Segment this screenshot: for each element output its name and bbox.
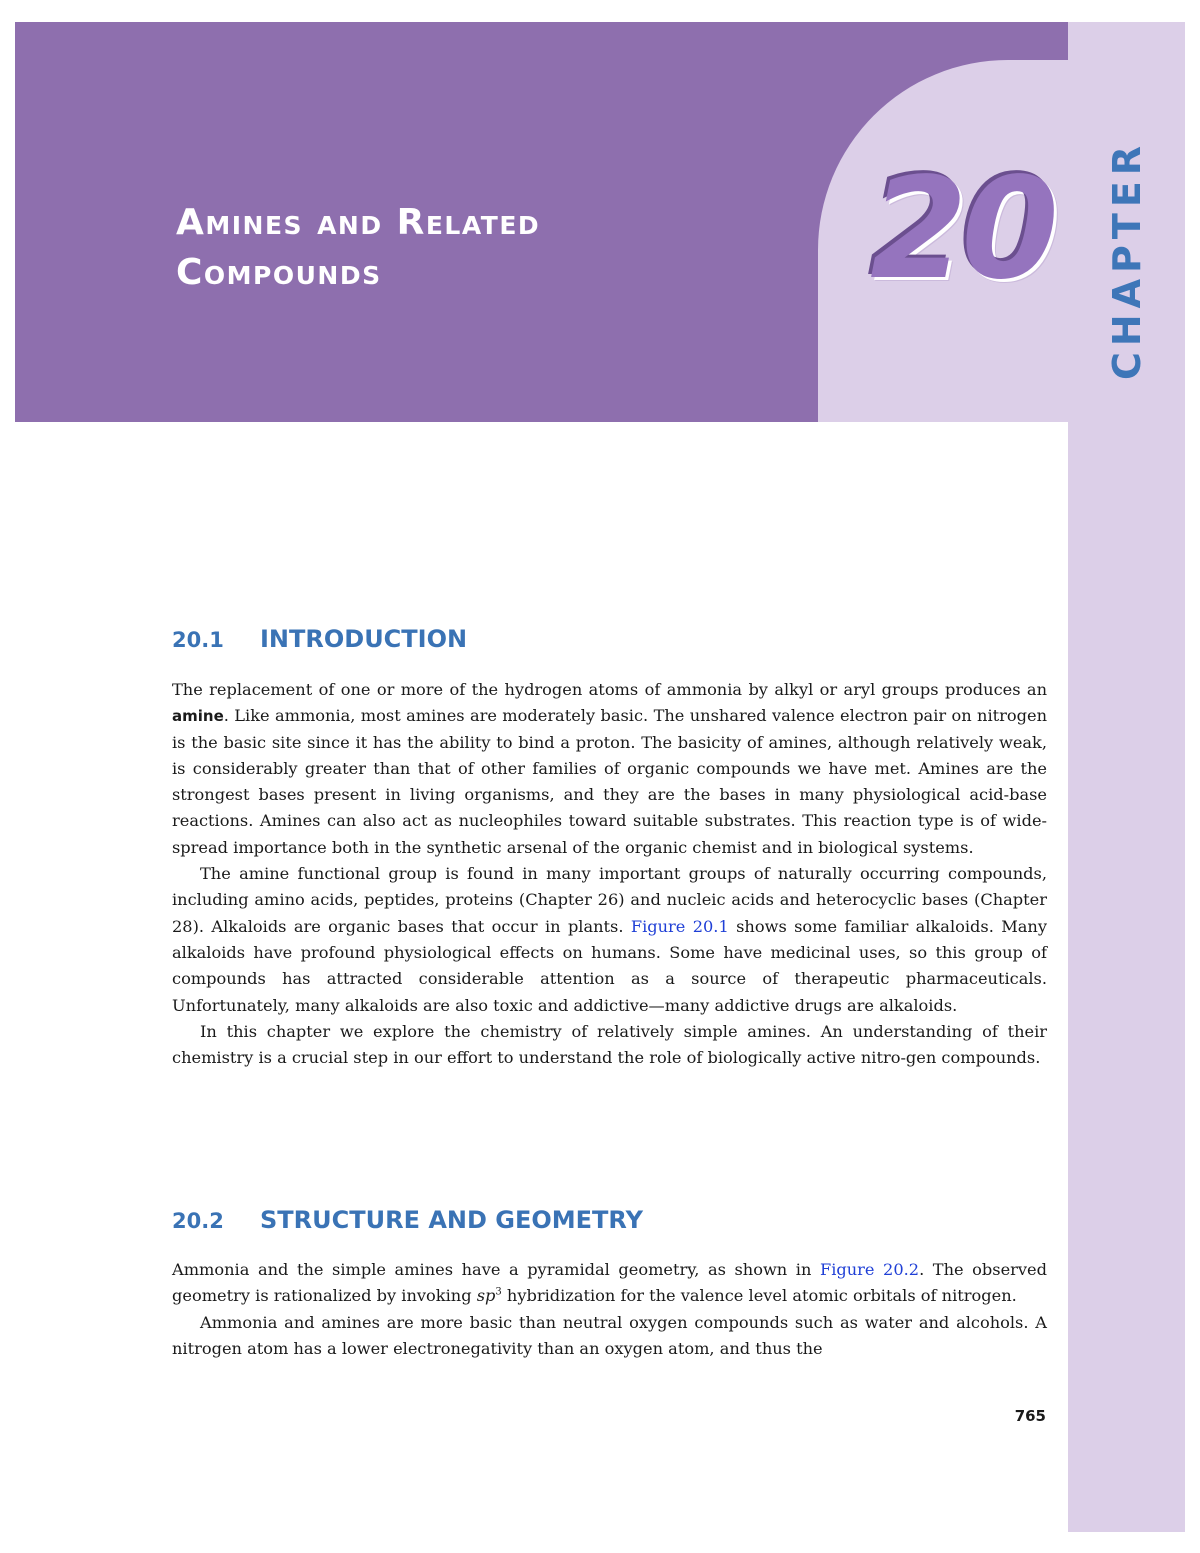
section-title: INTRODUCTION	[260, 625, 468, 653]
section-number: 20.1	[172, 628, 224, 652]
paragraph-text: Ammonia and the simple amines have a pyramidal geometry, as shown in	[172, 1260, 820, 1279]
chapter-number: 20	[870, 148, 1053, 311]
paragraph-text: . The observed geometry is rationalized by invoking	[172, 1260, 1047, 1306]
section-heading-structure-and-geometry	[172, 1205, 643, 1236]
page-number: 765	[1014, 1407, 1046, 1425]
hybridization-symbol: sp	[476, 1286, 496, 1306]
key-term-amine: amine	[172, 707, 224, 726]
paragraph: In this chapter we explore the chemistry of relatively simple amines. An understanding of their chemistry is a crucial step in our effort to understand the role of biologically active nitro-gen compounds.	[172, 1021, 1047, 1068]
figure-link-20-2[interactable]: Figure 20.2	[819, 1260, 920, 1279]
chapter-title	[176, 198, 540, 298]
paragraph-text: shows some familiar alkaloids. Many alkaloids have profound physiological effects on humans. Some have medicinal uses, so this group of compounds has attracted considerable attention as a source of therapeutic pharmaceuticals. Unfortunately, many alkaloids are also toxic and addictive—many addictive drugs are alkaloids.	[172, 916, 1047, 1015]
paragraph	[172, 677, 1047, 861]
section-body-structure	[172, 1257, 1047, 1362]
paragraph-text: hybridization for the valence level atomic orbitals of nitrogen.	[501, 1286, 1017, 1306]
paragraph-text: The replacement of one or more of the hydrogen atoms of ammonia by alkyl or aryl groups produces an	[172, 680, 1047, 699]
section-number: 20.2	[172, 1209, 224, 1233]
section-title: STRUCTURE AND GEOMETRY	[260, 1206, 643, 1234]
chapter-title-line-1: Amines and Related	[176, 202, 541, 243]
chapter-label: CHAPTER	[1105, 139, 1149, 381]
section-heading-introduction	[172, 624, 467, 655]
paragraph: Ammonia and amines are more basic than neutral oxygen compounds such as water and alcohols. A nitrogen atom has a lower electronegativity than an oxygen atom, and thus the	[172, 1312, 1047, 1358]
paragraph	[172, 861, 1047, 1019]
paragraph-text: . Like ammonia, most amines are moderately basic. The unshared valence electron pair on nitrogen is the basic site since it has the ability to bind a proton. The basicity of amines, although relatively weak, is considerably greater than that of other families of organic compounds we have met. Amines are the strongest bases present in living organisms, and they are the bases in many physiological acid-base reactions. Amines can also act as nucleophiles toward suitable substrates. This reaction type is of wide-spread importance both in the synthetic arsenal of the organic chemist and in biological systems.	[172, 706, 1047, 857]
figure-link-20-1[interactable]: Figure 20.1	[630, 916, 729, 936]
superscript: 3	[495, 1286, 502, 1298]
chapter-title-line-2: Compounds	[176, 252, 382, 293]
paragraph	[172, 1257, 1047, 1310]
paragraph-text: The amine functional group is found in many important groups of naturally occurring compounds, including amino acids, peptides, proteins (Chapter 26) and nucleic acids and heterocyclic bases (Chapter 28). Alkaloids are organic bases that occur in plants.	[172, 864, 1047, 936]
section-body-introduction	[172, 677, 1047, 1071]
